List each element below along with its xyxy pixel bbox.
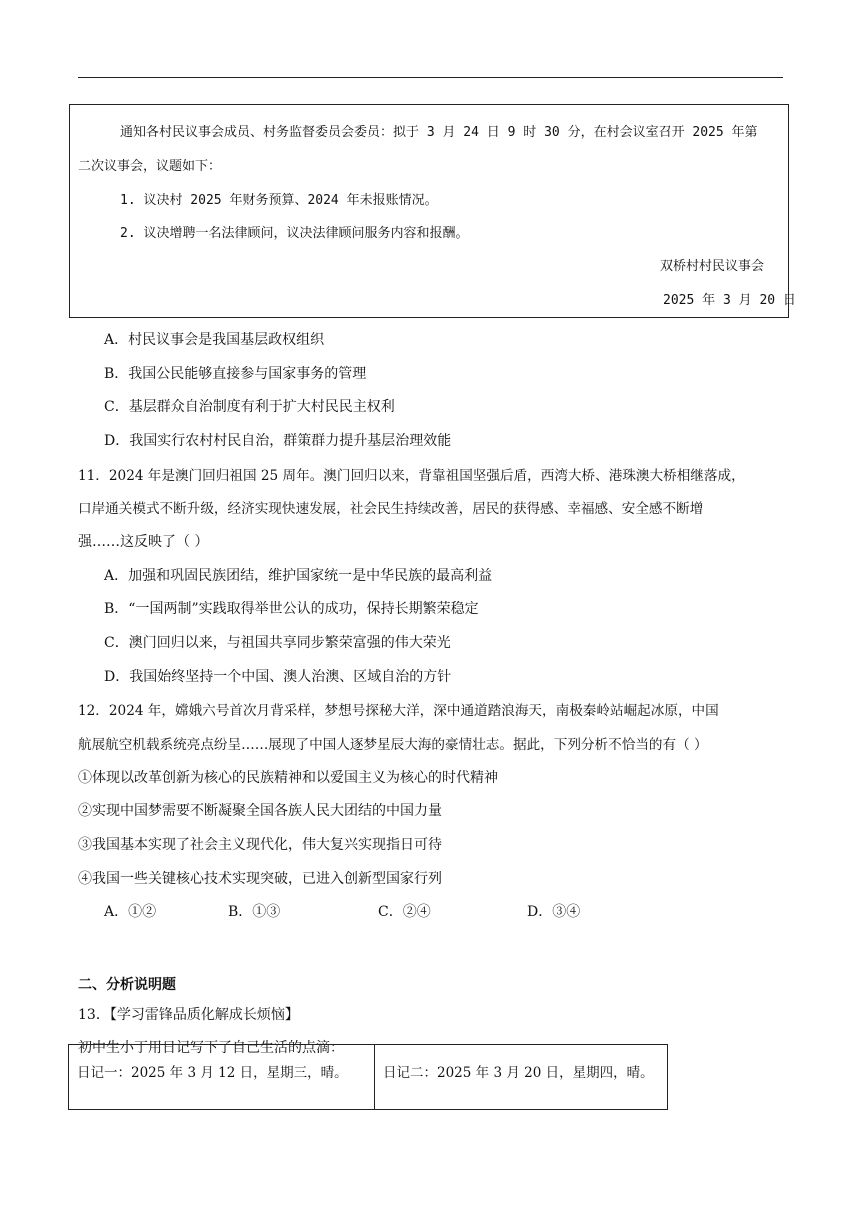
q12-statement-4: ④我国一些关键核心技术实现突破，已进入创新型国家行列 xyxy=(78,871,442,887)
header-rule xyxy=(78,77,783,78)
q12-choice-b: B．①③ xyxy=(228,904,281,920)
q12-choice-c: C．②④ xyxy=(378,904,431,920)
diary-table xyxy=(68,1044,668,1110)
q12-statement-3: ③我国基本实现了社会主义现代化，伟大复兴实现指日可待 xyxy=(78,837,442,853)
section-title: 二、分析说明题 xyxy=(78,977,176,993)
diary-entry-2: 日记二：2025 年 3 月 20 日，星期四，晴。 xyxy=(383,1065,654,1081)
notice-line2: 二次议事会，议题如下： xyxy=(78,159,222,174)
q11-stem-line3: 强……这反映了（ ） xyxy=(78,534,209,550)
q12-statement-2: ②实现中国梦需要不断凝聚全国各族人民大团结的中国力量 xyxy=(78,803,442,819)
notice-item1: 1. 议决村 2025 年财务预算、2024 年未报账情况。 xyxy=(120,193,438,208)
q12-choice-d: D．③④ xyxy=(527,904,581,920)
notice-item2: 2. 议决增聘一名法律顾问，议决法律顾问服务内容和报酬。 xyxy=(120,226,469,241)
q11-option-a: A．加强和巩固民族团结，维护国家统一是中华民族的最高利益 xyxy=(104,568,493,584)
q13-title: 13．【学习雷锋品质化解成长烦恼】 xyxy=(78,1007,299,1023)
q12-statement-1: ①体现以改革创新为核心的民族精神和以爱国主义为核心的时代精神 xyxy=(78,770,498,786)
diary-cell-1 xyxy=(69,1045,375,1109)
notice-signature: 双桥村村民议事会 xyxy=(660,259,765,274)
q10-option-d: D．我国实行农村村民自治，群策群力提升基层治理效能 xyxy=(104,433,452,449)
q11-stem-line1: 11．2024 年是澳门回归祖国 25 周年。澳门回归以来，背靠祖国坚强后盾，西湾大桥、港珠澳大桥相继落成， xyxy=(78,468,745,484)
q10-option-c: C．基层群众自治制度有利于扩大村民民主权利 xyxy=(104,399,395,415)
notice-line1: 通知各村民议事会成员、村务监督委员会委员：拟于 3 月 24 日 9 时 30 分，在村会议室召开 2025 年第 xyxy=(120,125,758,140)
q10-option-a: A．村民议事会是我国基层政权组织 xyxy=(104,332,325,348)
q11-stem-line2: 口岸通关模式不断升级，经济实现快速发展，社会民生持续改善，居民的获得感、幸福感、安全感不断增 xyxy=(78,501,704,517)
diary-cell-2 xyxy=(375,1045,667,1109)
diary-entry-1: 日记一：2025 年 3 月 12 日，星期三，晴。 xyxy=(77,1065,348,1081)
q12-stem-line1: 12．2024 年，嫦娥六号首次月背采样，梦想号探秘大洋，深中通道踏浪海天，南极秦岭站崛起冰原，中国 xyxy=(78,703,719,719)
q12-choice-a: A．①② xyxy=(104,904,157,920)
q11-option-c: C．澳门回归以来，与祖国共享同步繁荣富强的伟大荣光 xyxy=(104,635,451,651)
notice-date: 2025 年 3 月 20 日 xyxy=(663,293,796,308)
q11-option-d: D．我国始终坚持一个中国、澳人治澳、区域自治的方针 xyxy=(104,669,452,685)
q11-option-b: B．“一国两制”实践取得举世公认的成功，保持长期繁荣稳定 xyxy=(104,601,479,617)
q13-intro: 初中生小丁用日记写下了自己生活的点滴： xyxy=(78,1040,344,1056)
q12-stem-line2: 航展航空机载系统亮点纷呈……展现了中国人逐梦星辰大海的豪情壮志。据此，下列分析不恰当的有（ ） xyxy=(78,737,708,753)
q10-option-b: B．我国公民能够直接参与国家事务的管理 xyxy=(104,366,367,382)
